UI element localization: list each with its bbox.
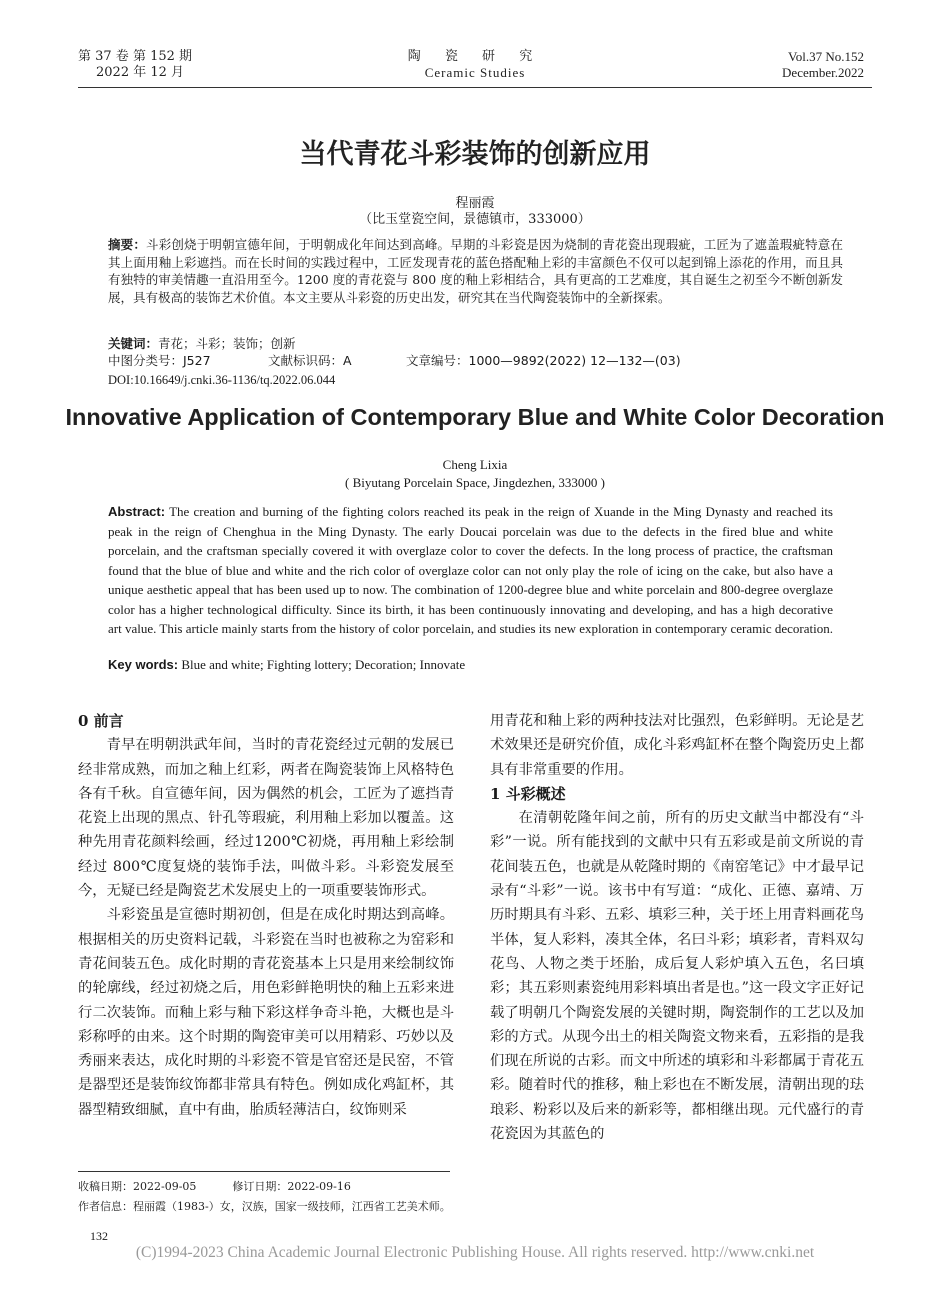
keywords-cn-text: 青花；斗彩；装饰；创新 (158, 336, 296, 351)
body-paragraph: 斗彩瓷虽是宣德时期初创，但是在成化时期达到高峰。根据相关的历史资料记载，斗彩瓷在当时也被称之为窑彩和青花间装五色。成化时期的青花瓷基本上只是用来绘制纹饰的轮廓线，经过初烧之后，用色彩鲜艳明快的釉上五彩来进行二次装饰。而釉上彩与釉下彩这样争奇斗艳，大概也是斗彩称呼的由来。这个时期的陶瓷审美可以用精彩、巧妙以及秀丽来表达，成化时期的斗彩瓷不管是官窑还是民窑，不管是器型还是装饰纹饰都非常具有特色。例如成化鸡缸杯，其器型精致细腻，直中有曲，胎质轻薄洁白，纹饰则采 (78, 907, 454, 1118)
body-paragraph-continued: 用青花和釉上彩的两种技法对比强烈，色彩鲜明。无论是艺术效果还是研究价值，成化斗彩鸡缸杯在整个陶瓷历史上都具有非常重要的作用。 (490, 713, 864, 778)
article-title-cn: 当代青花斗彩装饰的创新应用 (299, 139, 651, 170)
header-journal-cn: 陶 瓷 研 究 (407, 49, 543, 64)
section-heading-1: 1 斗彩概述 (490, 784, 566, 803)
revised-date: 修订日期：2022-09-16 (232, 1180, 351, 1193)
received-date: 收稿日期：2022-09-05 (78, 1180, 197, 1193)
article-number: 文章编号：1000—9892(2022) 12—132—(03) (406, 353, 681, 368)
author-cn: 程丽霞 (455, 196, 495, 211)
affiliation-cn: （比玉堂瓷空间，景德镇市，333000） (359, 212, 591, 227)
affiliation-en: ( Biyutang Porcelain Space, Jingdezhen, 333000 ) (345, 475, 605, 490)
clc-number: 中图分类号：J527 (108, 353, 211, 368)
abstract-en-text: The creation and burning of the fighting colors reached its peak in the reign of Xuande in the Ming Dynasty and reached its peak in the reign of Chenghua in the Ming Dynasty. The early Doucai porcelain was due to the defects in the fired blue and white porcelain, and the craftsman specially covered it with overglaze color to cover the defects. In the long process of practice, the craftsman found that the blue of blue and white and the rich color of overglaze color can not only play the role of icing on the cake, but also have a unique aesthetic appeal that has been used up to now. The combination of 1200-degree blue and white porcelain and 800-degree overglaze color has a higher technological difficulty. Since its birth, it has been continuously innovating and developing, and has a high decorative art value. This article mainly starts from the history of color porcelain, and studies its new exploration in contemporary ceramic decoration. (108, 504, 834, 636)
document-code: 文献标识码：A (268, 353, 352, 368)
abstract-en-label: Abstract: (108, 504, 166, 519)
abstract-cn-label: 摘要： (108, 237, 147, 252)
header-volume: 第 37 卷 第 152 期 (78, 49, 193, 64)
body-column-left (78, 709, 454, 1122)
header-volume-en (782, 49, 864, 81)
body-paragraph: 青早在明朝洪武年间，当时的青花瓷经过元朝的发展已经非常成熟，而加之釉上红彩，两者在陶瓷装饰上风格特色各有千秋。自宣德年间，因为偶然的机会，工匠为了遮挡青花瓷上出现的黑点、针孔等瑕疵，利用釉上彩加以覆盖。这种先用青花颜料绘画，经过1200℃初烧，再用釉上彩绘制经过 800℃度复烧的装饰手法，叫做斗彩。斗彩瓷发展至今，无疑已经是陶瓷艺术发展史上的一项重要装饰形式。 (78, 737, 454, 900)
classification-row (108, 352, 681, 370)
doi[interactable]: DOI:10.16649/j.cnki.36-1136/tq.2022.06.044 (108, 373, 336, 387)
author-en: Cheng Lixia (442, 457, 508, 472)
header-rule (78, 87, 872, 88)
copyright-watermark: (C)1994-2023 China Academic Journal Electronic Publishing House. All rights reserved. http://www.cnki.net (135, 1244, 815, 1261)
abstract-cn-text: 斗彩创烧于明朝宣德年间，于明朝成化年间达到高峰。早期的斗彩瓷是因为烧制的青花瓷出现瑕疵，工匠为了遮盖瑕疵特意在其上面用釉上彩遮挡。而在长时间的实践过程中，工匠发现青花的蓝色搭配釉上彩的丰富颜色不仅可以起到锦上添花的作用，而且具有独特的审美情趣一直沿用至今。1200 度的青花瓷与 800 度的釉上彩相结合，具有更高的工艺难度，其自诞生之初至今不断创新发展，具有极高的装饰艺术价值。本文主要从斗彩瓷的历史出发，研究其在当代陶瓷装饰中的全新探索。 (108, 237, 843, 305)
keywords-en (108, 657, 465, 673)
footnote-rule (78, 1171, 450, 1172)
keywords-cn (108, 335, 296, 352)
body-paragraph: 在清朝乾隆年间之前，所有的历史文献当中都没有“斗彩”一说。所有能找到的文献中只有五彩或是前文所说的青花间装五色，也就是从乾隆时期的《南窑笔记》中才最早记录有“斗彩”一说。该书中有写道：“成化、正德、嘉靖、万历时期具有斗彩、五彩、填彩三种，关于坯上用青料画花鸟半体，复人彩料，凑其全体，名曰斗彩；填彩者，青料双勾花鸟、人物之类于坯胎，成后复人彩炉填入五色，名曰填彩；其五彩则素瓷纯用彩料填出者是也。”这一段文字正好记载了明朝几个陶瓷发展的关键时期，陶瓷制作的工艺以及加彩的方式。从现今出土的相关陶瓷文物来看，五彩指的是我们现在所说的古彩。而文中所述的填彩和斗彩都属于青花五彩。随着时代的推移，釉上彩也在不断发展，清朝出现的珐琅彩、粉彩以及后来的新彩等，都相继出现。元代盛行的青花瓷因为其蓝色的 (490, 810, 864, 1143)
header-date-en: December.2022 (782, 65, 864, 80)
header-vol-en: Vol.37 No.152 (788, 49, 864, 64)
body-column-right (490, 709, 864, 1146)
keywords-cn-label: 关键词： (108, 336, 159, 351)
keywords-en-label: Key words: (108, 657, 179, 672)
article-title-en: Innovative Application of Contemporary Blue and White Color Decoration (65, 404, 885, 430)
page-number: 132 (90, 1229, 108, 1243)
keywords-en-text: Blue and white; Fighting lottery; Decoration; Innovate (178, 657, 466, 672)
abstract-en (108, 502, 833, 639)
header-date: 2022 年 12 月 (96, 65, 185, 80)
header-journal-en: Ceramic Studies (424, 65, 526, 80)
abstract-cn (108, 236, 843, 306)
footnote-author-info: 作者信息：程丽霞（1983-）女，汉族，国家一级技师，江西省工艺美术师。 (78, 1200, 451, 1213)
footnote-dates (78, 1178, 351, 1194)
section-heading-0: 0 前言 (78, 712, 124, 730)
